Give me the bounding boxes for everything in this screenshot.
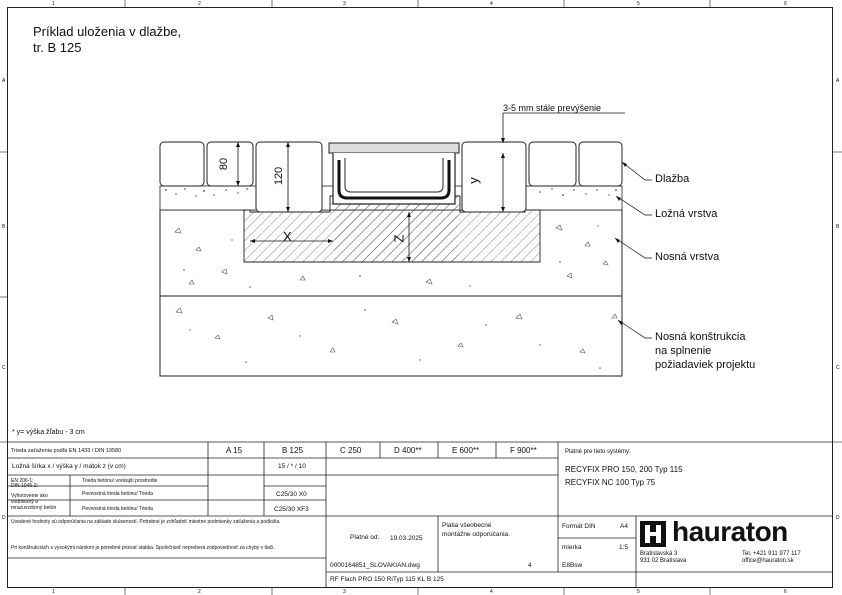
- strength-class-value-2: C25/30 XF3: [274, 506, 309, 513]
- grid-col-4: 4: [490, 1, 493, 7]
- grid-col-5-bottom: 5: [637, 589, 640, 595]
- address-line-1: Bratislavská 3: [640, 551, 678, 557]
- waterproof-label: Vyhotovenie ako vodotesný a mrazuvzdorný betón: [11, 493, 57, 511]
- label-konstrukcia-2: na splnenie: [655, 345, 712, 357]
- note-2: Pri konštrukciách s vysokými nárokmi je potrebné prizvať statika. Spoločnosť nepreberá zodpovednosť za chyby v tlači.: [11, 545, 275, 551]
- drainage-channel: [329, 143, 459, 204]
- replace-note-1: Platia všeobecné: [442, 522, 492, 529]
- grid-row-c: C: [2, 365, 6, 371]
- scale-value: 1:5: [619, 544, 629, 551]
- grid-row-b: B: [2, 224, 6, 230]
- system-2: RECYFIX NC 100 Typ 75: [565, 478, 656, 487]
- en206-label: EN 206-1:: [11, 478, 34, 484]
- note-1: Uvedené hodnoty sú odporúčania na základe skúseností. Potrebné je zohľadniť miestne podmienky zaťaženia a podložia.: [11, 519, 281, 525]
- structural-base-layer: [160, 296, 622, 376]
- title-line-2: tr. B 125: [33, 40, 82, 55]
- class-c250: C 250: [340, 446, 362, 455]
- class-f900: F 900**: [510, 446, 537, 455]
- class-d400: D 400**: [394, 446, 422, 455]
- email-address: office@hauraton.sk: [742, 558, 794, 564]
- dim-z-label: Z: [391, 234, 407, 243]
- elevation-label: 3-5 mm stále prevýšenie: [503, 103, 602, 113]
- grid-col-6: 6: [784, 1, 787, 7]
- grid-row-d: D: [2, 515, 6, 521]
- label-konstrukcia-1: Nosná konštrukcia: [655, 331, 746, 343]
- grid-col-6-bottom: 6: [784, 589, 787, 595]
- bedding-dimensions-label: Ložná šírka x / výška y / mátok z (v cm): [12, 463, 126, 470]
- dim-y-label: y: [465, 177, 481, 184]
- dim-80-label: 80: [218, 157, 231, 171]
- system-1: RECYFIX PRO 150, 200 Typ 115: [565, 465, 683, 474]
- grid-col-4-bottom: 4: [490, 589, 493, 595]
- grid-row-b-right: B: [836, 224, 840, 230]
- drawing-code: E8Bsw: [562, 562, 583, 569]
- dim-120-label: 120: [273, 166, 286, 186]
- grid-row-a: A: [2, 78, 6, 84]
- systems-label: Platné pre tieto systémy:: [565, 449, 631, 455]
- class-a15: A 15: [226, 446, 243, 455]
- label-dlazba: Dlažba: [655, 173, 690, 185]
- grid-col-2: 2: [198, 1, 201, 7]
- grid-row-c-right: C: [836, 365, 840, 371]
- dim-x-label: X: [283, 229, 292, 244]
- valid-from-label: Platné od:: [350, 534, 380, 541]
- grid-col-1: 1: [52, 1, 55, 7]
- din1045-label: DIN 1045-2:: [11, 483, 38, 489]
- load-class-label: Trieda zaťaženia podľa EN 1433 / DIN 19580: [11, 448, 122, 454]
- class-e600: E 600**: [452, 446, 480, 455]
- grid-row-a-right: A: [836, 78, 840, 84]
- grid-col-5: 5: [637, 1, 640, 7]
- grid-col-3-bottom: 3: [343, 589, 346, 595]
- footnote: * y= výška žľabu - 3 cm: [12, 429, 85, 436]
- grid-col-2-bottom: 2: [198, 589, 201, 595]
- hauraton-logo-icon: [640, 521, 666, 547]
- grid-row-d-right: D: [836, 515, 840, 521]
- replace-note-2: montážne odporúčania.: [442, 531, 510, 538]
- scale-label: mierka: [562, 544, 582, 551]
- strength-class-label-2: Pevnostná trieda betónu/ Trieda: [82, 506, 153, 512]
- bedding-dimensions-value: 15 / * / 10: [278, 463, 306, 470]
- address-line-2: 931 02 Bratislava: [640, 558, 687, 564]
- format-value: A4: [620, 523, 628, 530]
- concrete-class-label: Trieda betónu/ vonkajší prostredie: [82, 478, 158, 484]
- brand-wordmark: hauraton: [672, 516, 788, 547]
- label-lozna-vrstva: Ložná vrstva: [655, 208, 718, 220]
- strength-class-value-1: C25/30 X0: [276, 491, 307, 498]
- phone-number: Tel. +421 911 977 117: [742, 551, 801, 557]
- title-line-1: Príklad uloženia v dlažbe,: [33, 24, 182, 39]
- class-b125: B 125: [282, 446, 303, 455]
- grid-col-3: 3: [343, 1, 346, 7]
- format-label: Formát DIN: [562, 523, 596, 530]
- page-number: 4: [528, 562, 532, 569]
- strength-class-label-1: Pevnostná trieda betónu/ Trieda: [82, 491, 153, 497]
- file-name: 0000164851_SLOVAKIAN.dwg: [330, 562, 420, 569]
- label-konstrukcia-3: požiadaviek projektu: [655, 359, 756, 371]
- product-designation: RF Flach PRO 150 RiTyp 115 KL B 125: [330, 576, 444, 583]
- grid-col-1-bottom: 1: [52, 589, 55, 595]
- label-nosna-vrstva: Nosná vrstva: [655, 251, 720, 263]
- valid-from-value: 19.03.2025: [390, 535, 423, 542]
